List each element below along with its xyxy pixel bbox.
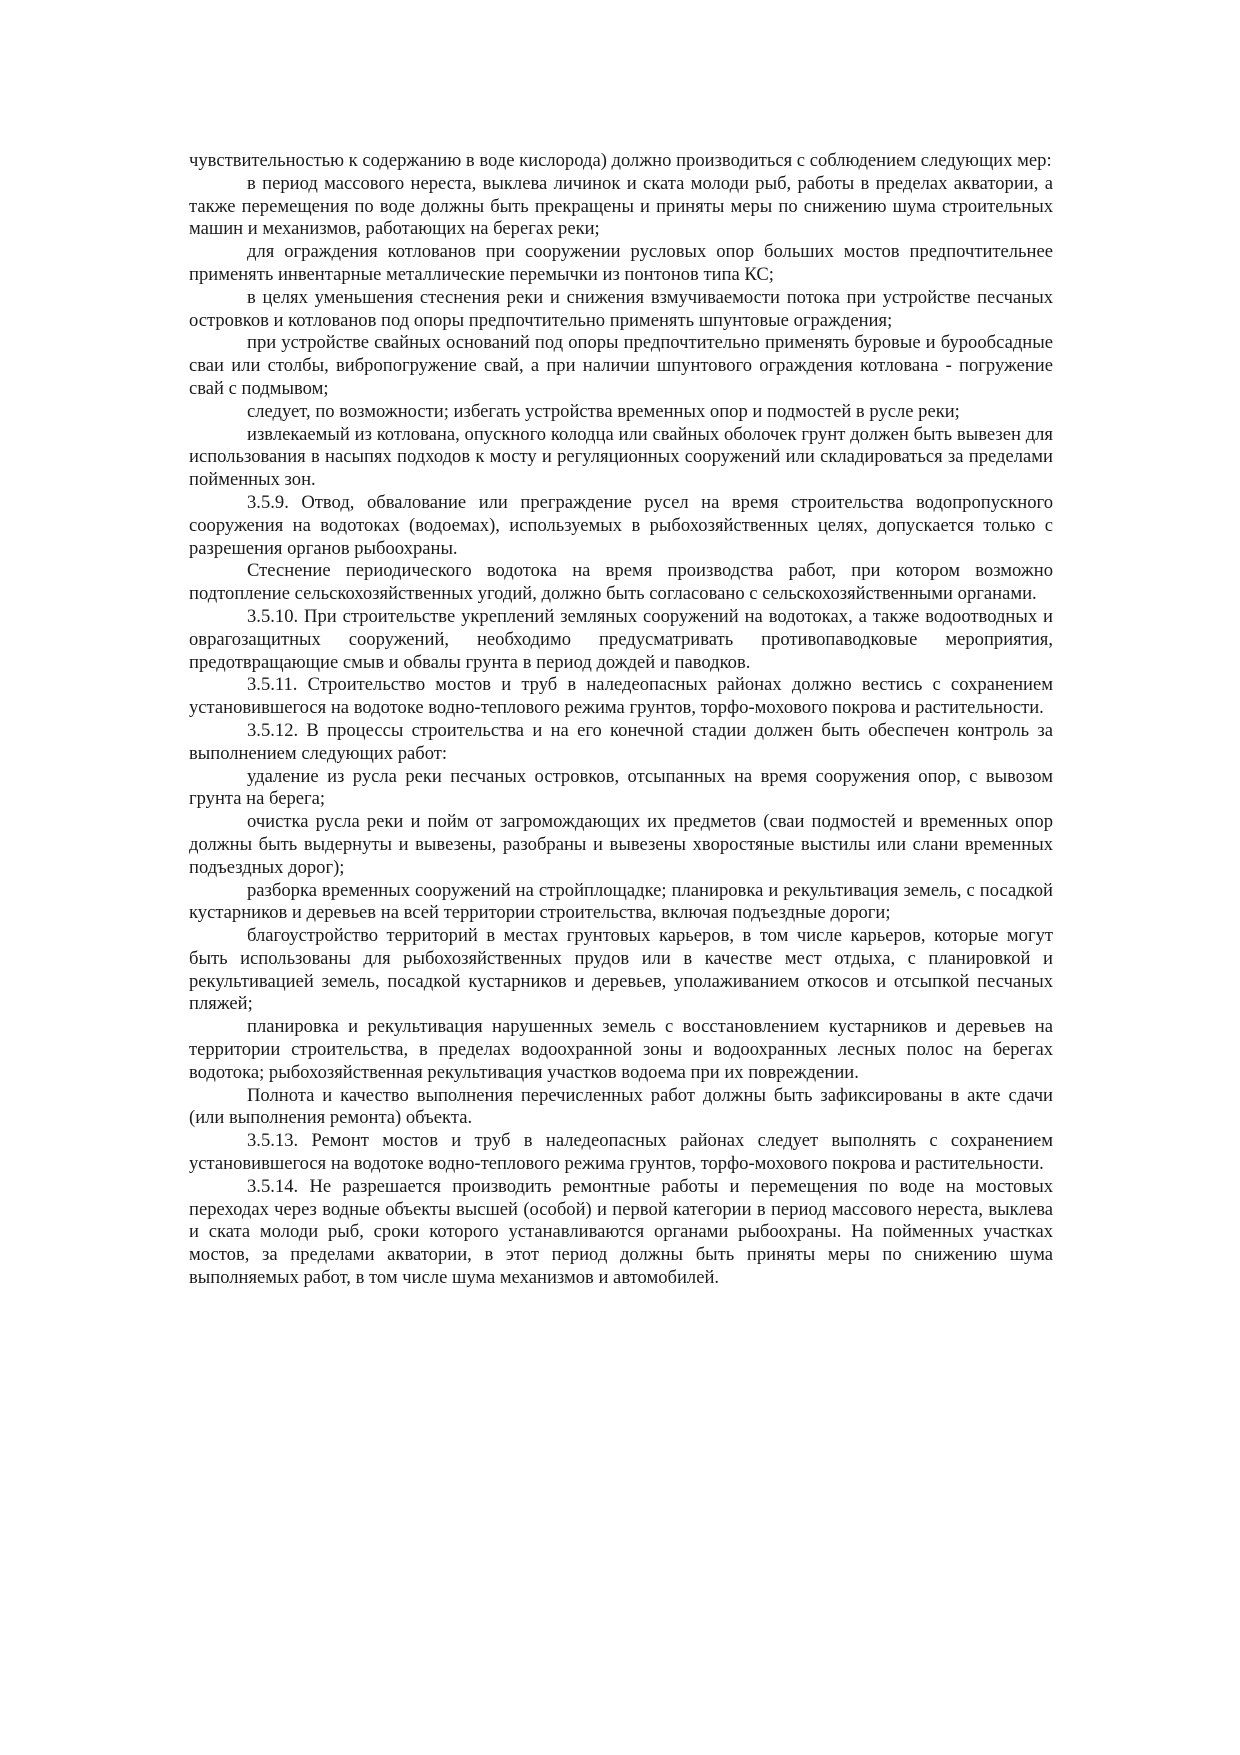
paragraph-list-item: планировка и рекультивация нарушенных земель с восстановлением кустарников и деревьев на территории строительства, в пределах водоохранной зоны и водоохранных лесных полос на берегах водотока; рыбохозяйственная рекультивация участков водоема при их повреждении.	[189, 1016, 1053, 1083]
paragraph-list-item: для ограждения котлованов при сооружении русловых опор больших мостов предпочтительнее применять инвентарные металлические перемычки из понтонов типа КС;	[189, 241, 1053, 285]
paragraph-list-item: в целях уменьшения стеснения реки и снижения взмучиваемости потока при устройстве песчаных островков и котлованов под опоры предпочтительно применять шпунтовые ограждения;	[189, 286, 1053, 331]
paragraph-section-3-5-10: 3.5.10. При строительстве укреплений земляных сооружений на водотоках, а также водоотводных и оврагозащитных сооружений, необходимо предусматривать противопаводковые мероприятия, предотвращающие смыв и обвалы грунта в период дождей и паводков.	[189, 605, 1053, 673]
paragraph: Полнота и качество выполнения перечисленных работ должны быть зафиксированы в акте сдачи (или выполнения ремонта) объекта.	[189, 1084, 1053, 1129]
paragraph-section-3-5-9: 3.5.9. Отвод, обвалование или преграждение русел на время строительства водопропускного сооружения на водотоках (водоемах), используемых в рыбохозяйственных целях, допускается только с разрешения органов рыбоохраны.	[189, 491, 1053, 559]
document-page	[189, 150, 1053, 1290]
paragraph-list-item: извлекаемый из котлована, опускного колодца или свайных оболочек грунт должен быть вывезен для использования в насыпях подходов к мосту и регуляционных сооружений или складироваться за пределами пойменных зон.	[189, 423, 1053, 491]
paragraph-list-item: благоустройство территорий в местах грунтовых карьеров, в том числе карьеров, которые могут быть использованы для рыбохозяйственных прудов или в качестве мест отдыха, с планировкой и рекультивацией земель, посадкой кустарников и деревьев, уполаживанием откосов и отсыпкой песчаных пляжей;	[189, 925, 1053, 1015]
paragraph-continuation: чувствительностью к содержанию в воде кислорода) должно производиться с соблюдением следующих мер:	[189, 150, 1052, 171]
paragraph-list-item: разборка временных сооружений на стройплощадке; планировка и рекультивация земель, с посадкой кустарников и деревьев на всей территории строительства, включая подъездные дороги;	[189, 879, 1053, 924]
paragraph-section-3-5-14: 3.5.14. Не разрешается производить ремонтные работы и перемещения по воде на мостовых переходах через водные объекты высшей (особой) и первой категории в период массового нереста, выклева и ската молоди рыб, сроки которого устанавливаются органами рыбоохраны. На пойменных участках мостов, за пределами акватории, в этот период должны быть приняты меры по снижению шума выполняемых работ, в том числе шума механизмов и автомобилей.	[189, 1175, 1053, 1289]
paragraph-section-3-5-13: 3.5.13. Ремонт мостов и труб в наледеопасных районах следует выполнять с сохранением установившегося на водотоке водно-теплового режима грунтов, торфо-мохового покрова и растительности.	[189, 1130, 1053, 1175]
paragraph-list-item: следует, по возможности; избегать устройства временных опор и подмостей в русле реки;	[247, 400, 960, 422]
paragraph-list-item: очистка русла реки и пойм от загромождающих их предметов (сваи подмостей и временных опор должны быть выдернуты и вывезены, разобраны и вывезены хворостяные выстилы или слани временных подъездных дорог);	[189, 811, 1053, 878]
paragraph-section-3-5-11: 3.5.11. Строительство мостов и труб в наледеопасных районах должно вестись с сохранением установившегося на водотоке водно-теплового режима грунтов, торфо-мохового покрова и растительности.	[189, 674, 1053, 719]
paragraph: Стеснение периодического водотока на время производства работ, при котором возможно подтопление сельскохозяйственных угодий, должно быть согласовано с сельскохозяйственными органами.	[189, 560, 1053, 605]
paragraph-list-item: в период массового нереста, выклева личинок и ската молоди рыб, работы в пределах акватории, а также перемещения по воде должны быть прекращены и приняты меры по снижению шума строительных машин и механизмов, работающих на берегах реки;	[189, 172, 1053, 240]
paragraph-section-3-5-12: 3.5.12. В процессы строительства и на его конечной стадии должен быть обеспечен контроль за выполнением следующих работ:	[189, 719, 1053, 764]
paragraph-list-item: при устройстве свайных оснований под опоры предпочтительно применять буровые и бурообсадные сваи или столбы, вибропогружение свай, а при наличии шпунтового ограждения котлована - погружение свай с подмывом;	[189, 332, 1053, 399]
paragraph-list-item: удаление из русла реки песчаных островков, отсыпанных на время сооружения опор, с вывозом грунта на берега;	[189, 765, 1053, 810]
